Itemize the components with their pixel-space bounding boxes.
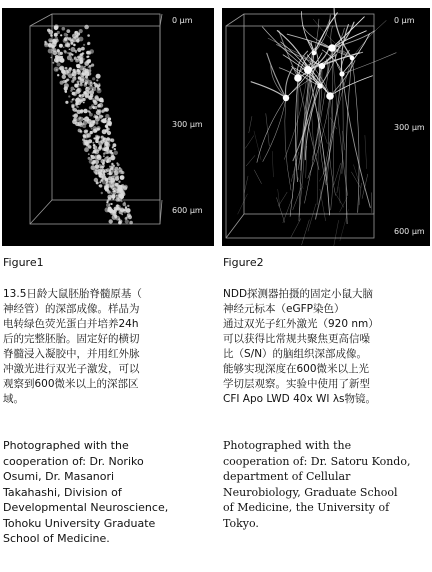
- cell-mark: [53, 40, 58, 45]
- cell-mark: [93, 101, 97, 105]
- cell-mark: [78, 76, 82, 80]
- cell-mark: [121, 214, 123, 216]
- fiber: [337, 161, 343, 193]
- cell-mark: [72, 119, 77, 124]
- cell-mark: [70, 101, 72, 103]
- cell-mark: [77, 106, 79, 108]
- cell-mark: [99, 98, 104, 103]
- dendrite: [341, 25, 348, 74]
- cell-mark: [88, 157, 91, 160]
- cell-mark: [59, 44, 63, 48]
- figure2-image: [222, 8, 430, 246]
- cell-mark: [111, 163, 113, 165]
- cell-mark: [94, 170, 99, 175]
- cell-mark: [114, 167, 118, 171]
- cell-mark: [125, 217, 128, 220]
- cell-mark: [77, 83, 79, 85]
- cell-mark: [89, 106, 92, 109]
- cell-mark: [56, 69, 58, 71]
- cell-mark: [98, 89, 100, 91]
- neuron-soma: [294, 74, 302, 82]
- cell-mark: [82, 98, 85, 101]
- cell-mark: [91, 165, 96, 170]
- cell-mark: [83, 134, 86, 137]
- dendrite: [251, 82, 286, 98]
- cell-mark: [71, 104, 74, 107]
- neuron-soma: [326, 92, 334, 100]
- cell-mark: [121, 201, 123, 203]
- cell-mark: [86, 116, 88, 118]
- cell-mark: [114, 148, 116, 150]
- cell-mark: [111, 150, 113, 152]
- cell-mark: [92, 89, 94, 91]
- fiber: [340, 198, 348, 213]
- cell-mark: [107, 173, 109, 175]
- cell-mark: [96, 79, 98, 81]
- fiber: [320, 189, 326, 221]
- cell-mark: [86, 133, 90, 137]
- fiber: [238, 194, 248, 214]
- fiber: [249, 116, 252, 132]
- cell-mark: [101, 170, 103, 172]
- cell-mark: [92, 142, 94, 144]
- cell-mark: [113, 144, 115, 146]
- scale-label-300: 300 µm: [172, 120, 203, 129]
- cell-mark: [104, 174, 106, 176]
- cell-mark: [48, 49, 53, 54]
- cell-mark: [87, 42, 90, 45]
- cell-mark: [85, 78, 89, 82]
- cell-mark: [69, 49, 71, 51]
- neuron-soma: [283, 95, 289, 101]
- cell-mark: [105, 129, 108, 132]
- cell-mark: [99, 184, 102, 187]
- cell-mark: [87, 56, 89, 58]
- cell-mark: [112, 198, 114, 200]
- cell-mark: [67, 37, 69, 39]
- cell-mark: [80, 99, 82, 101]
- cell-mark: [78, 116, 81, 119]
- scale-label-0: 0 µm: [172, 16, 193, 25]
- cell-mark: [95, 129, 98, 132]
- cell-mark: [67, 52, 69, 54]
- axon: [346, 58, 352, 224]
- cell-mark: [89, 69, 92, 72]
- fiber: [354, 165, 360, 183]
- cell-mark: [71, 42, 74, 45]
- cell-mark: [67, 69, 71, 73]
- cell-mark: [65, 101, 68, 104]
- cell-mark: [129, 221, 133, 225]
- cell-mark: [77, 48, 81, 52]
- cell-mark: [92, 152, 94, 154]
- cell-mark: [64, 90, 67, 93]
- cell-mark: [76, 100, 78, 102]
- cell-mark: [72, 74, 74, 76]
- cell-mark: [80, 61, 82, 63]
- cell-mark: [65, 80, 67, 82]
- cell-mark: [97, 109, 99, 111]
- cell-mark: [126, 208, 131, 213]
- cell-mark: [75, 52, 77, 54]
- cell-mark: [83, 44, 85, 46]
- fiber: [245, 136, 253, 149]
- fiber: [266, 114, 270, 147]
- cell-mark: [123, 186, 127, 190]
- cell-mark: [120, 195, 124, 199]
- cell-mark: [60, 56, 62, 58]
- cell-mark: [97, 136, 100, 139]
- cell-mark: [100, 166, 102, 168]
- neuron-soma: [350, 56, 355, 61]
- cell-mark: [77, 88, 80, 91]
- cell-mark: [103, 153, 105, 155]
- cell-mark: [99, 175, 102, 178]
- figure1-credit: Photographed with the cooperation of: Dr. Noriko Osumi, Dr. Masanori Takahashi, Division of Developmental Neuroscience, Tohoku University Graduate School of Medicine.: [3, 439, 169, 545]
- cell-mark: [105, 188, 109, 192]
- cell-mark: [84, 66, 86, 68]
- cell-mark: [95, 86, 97, 88]
- cell-mark: [90, 94, 94, 98]
- fiber: [278, 192, 287, 206]
- cell-mark: [106, 184, 109, 187]
- cell-mark: [106, 123, 109, 126]
- cell-mark: [72, 69, 75, 72]
- cell-mark: [116, 162, 118, 164]
- cell-mark: [79, 37, 84, 42]
- cell-mark: [68, 95, 70, 97]
- cell-mark: [55, 37, 58, 40]
- cell-mark: [68, 37, 71, 40]
- fiber: [336, 195, 344, 208]
- cell-mark: [106, 201, 108, 203]
- cell-mark: [113, 188, 115, 190]
- cell-mark: [96, 126, 100, 130]
- cell-mark: [84, 140, 89, 145]
- cell-mark: [74, 89, 76, 91]
- fiber: [333, 220, 339, 246]
- cell-mark: [119, 167, 121, 169]
- cell-mark: [67, 55, 72, 60]
- cell-mark: [93, 160, 96, 163]
- cell-mark: [127, 205, 129, 207]
- cell-mark: [101, 136, 104, 139]
- cell-mark: [65, 67, 68, 70]
- neuron-soma: [304, 66, 312, 74]
- cell-mark: [48, 38, 52, 42]
- cell-mark: [72, 99, 74, 101]
- cell-mark: [73, 92, 77, 96]
- cell-mark: [112, 156, 114, 158]
- figure1-image: [2, 8, 214, 246]
- cell-mark: [52, 49, 55, 52]
- cell-mark: [83, 102, 85, 104]
- cell-mark: [70, 90, 72, 92]
- cell-mark: [101, 110, 104, 113]
- cell-mark: [88, 153, 90, 155]
- cell-mark: [103, 171, 105, 173]
- fiber: [308, 204, 316, 231]
- neuron-soma: [328, 44, 335, 51]
- cell-mark: [84, 71, 89, 76]
- cell-mark: [82, 123, 84, 125]
- cell-mark: [98, 83, 100, 85]
- cell-mark: [101, 192, 103, 194]
- cell-mark: [89, 65, 92, 68]
- cell-mark: [118, 221, 122, 225]
- neuron-soma: [312, 51, 317, 56]
- figure2-caption: Figure2: [223, 256, 264, 269]
- cell-mark: [94, 178, 98, 182]
- cell-mark: [99, 115, 103, 119]
- cell-mark: [76, 64, 80, 68]
- fiber: [244, 176, 248, 193]
- cell-mark: [111, 152, 113, 154]
- cell-mark: [119, 170, 123, 174]
- cell-mark: [106, 139, 111, 144]
- cell-mark: [109, 219, 113, 223]
- fiber: [334, 163, 341, 185]
- cell-mark: [84, 147, 89, 152]
- cell-mark: [97, 104, 101, 108]
- cell-mark: [77, 56, 80, 59]
- cell-mark: [112, 146, 114, 148]
- cell-mark: [75, 102, 78, 105]
- axon: [330, 96, 334, 210]
- cell-mark: [50, 34, 53, 37]
- cell-mark: [125, 219, 129, 223]
- scale-label-0: 0 µm: [394, 16, 415, 25]
- cell-mark: [85, 87, 90, 92]
- cell-mark: [120, 176, 124, 180]
- cell-mark: [84, 130, 88, 134]
- cell-mark: [103, 155, 105, 157]
- scale-label-600: 600 µm: [172, 206, 203, 215]
- fiber: [254, 131, 261, 160]
- cell-mark: [77, 97, 79, 99]
- axon: [257, 98, 286, 162]
- axon: [263, 98, 286, 162]
- cell-mark: [88, 59, 91, 62]
- cell-mark: [83, 109, 88, 114]
- cell-mark: [85, 82, 88, 85]
- scale-label-600: 600 µm: [394, 227, 425, 236]
- cell-mark: [80, 73, 84, 77]
- cell-mark: [76, 35, 79, 38]
- cell-mark: [84, 61, 89, 66]
- figure1-description: 13.5日龄大鼠胚胎脊髓原基（ 神经管）的深部成像。样品为 电转绿色荧光蛋白并培养24h 后的完整胚胎。固定好的横切 脊髓浸入凝胶中，并用红外脉 冲激光进行双光子激发，可以 观察到600微米以上的深部区 域。: [3, 288, 142, 405]
- cell-mark: [52, 62, 54, 64]
- cell-mark: [112, 190, 114, 192]
- cell-mark: [109, 123, 112, 126]
- fiber: [254, 170, 261, 184]
- cell-mark: [115, 216, 120, 221]
- cell-mark: [110, 195, 112, 197]
- cell-mark: [94, 138, 96, 140]
- cell-mark: [76, 69, 81, 74]
- cell-mark: [89, 68, 91, 70]
- cell-mark: [106, 126, 108, 128]
- cell-mark: [114, 170, 119, 175]
- cell-mark: [107, 181, 109, 183]
- cell-mark: [107, 119, 110, 122]
- cell-mark: [58, 56, 60, 58]
- cell-mark: [80, 83, 83, 86]
- cell-mark: [107, 195, 112, 200]
- cell-mark: [95, 122, 98, 125]
- cell-mark: [66, 43, 70, 47]
- cell-mark: [108, 176, 112, 180]
- cell-mark: [81, 47, 85, 51]
- cell-mark: [101, 120, 103, 122]
- cell-mark: [92, 77, 95, 80]
- cell-mark: [93, 107, 95, 109]
- cell-mark: [57, 63, 61, 67]
- cell-mark: [54, 33, 58, 37]
- cell-mark: [73, 44, 76, 47]
- cell-mark: [82, 52, 84, 54]
- cell-mark: [93, 146, 97, 150]
- cell-mark: [74, 31, 78, 35]
- cell-mark: [51, 45, 55, 49]
- cell-mark: [50, 57, 52, 59]
- fiber: [365, 135, 367, 168]
- fiber: [246, 156, 255, 166]
- figure2-description: NDD探测器拍摄的固定小鼠大脑 神经元标本（eGFP染色） 通过双光子红外激光（920 nm） 可以获得比常规共聚焦更高信噪 比（S/N）的脑组织深部成像。 能够实现深度在600微米以上光 学切层观察。实验中使用了新型 CFI Apo LWD 40x WI λs物镜。: [223, 288, 379, 405]
- cell-mark: [74, 113, 78, 117]
- cell-mark: [87, 34, 90, 37]
- cell-mark: [67, 74, 69, 76]
- cell-mark: [66, 29, 70, 33]
- cell-mark: [64, 50, 67, 53]
- fiber: [371, 193, 372, 213]
- cell-mark: [80, 130, 82, 132]
- cell-mark: [91, 128, 93, 130]
- cell-mark: [88, 110, 90, 112]
- cell-mark: [127, 213, 131, 217]
- cell-mark: [118, 181, 120, 183]
- cell-mark: [108, 172, 111, 175]
- cell-mark: [56, 58, 61, 63]
- cell-mark: [114, 151, 118, 155]
- cell-mark: [79, 94, 82, 97]
- cell-mark: [87, 51, 91, 55]
- cell-mark: [74, 58, 76, 60]
- cell-mark: [69, 52, 72, 55]
- cell-mark: [109, 166, 111, 168]
- cell-mark: [44, 43, 49, 48]
- cell-mark: [63, 47, 65, 49]
- cell-mark: [97, 147, 101, 151]
- cell-mark: [116, 205, 119, 208]
- figure2-credit: Photographed with the cooperation of: Dr. Satoru Kondo, department of Cellular Neurobiology, Graduate School of Medicine, the University of Tokyo.: [223, 439, 411, 530]
- cell-mark: [66, 34, 68, 36]
- fiber: [302, 220, 310, 245]
- figure1-caption: Figure1: [3, 256, 44, 269]
- neuron-soma: [317, 83, 322, 88]
- cell-mark: [48, 30, 53, 35]
- cell-mark: [116, 189, 121, 194]
- fiber: [291, 219, 301, 238]
- cell-mark: [60, 34, 62, 36]
- cell-mark: [72, 108, 75, 111]
- cell-mark: [63, 39, 67, 43]
- cell-mark: [105, 114, 109, 118]
- cell-mark: [60, 52, 63, 55]
- cell-mark: [59, 67, 61, 69]
- cell-mark: [84, 25, 89, 30]
- cell-mark: [111, 203, 113, 205]
- cell-mark: [124, 202, 126, 204]
- axon: [290, 78, 298, 217]
- cell-mark: [103, 108, 107, 112]
- cell-mark: [94, 156, 97, 159]
- fiber: [272, 151, 273, 177]
- cell-mark: [95, 115, 98, 118]
- cell-mark: [104, 147, 109, 152]
- cell-mark: [93, 149, 97, 153]
- fiber: [277, 198, 285, 223]
- cell-mark: [71, 80, 74, 83]
- cell-mark: [62, 75, 66, 79]
- cell-mark: [75, 109, 77, 111]
- cell-mark: [54, 24, 59, 29]
- cell-mark: [87, 118, 90, 121]
- cell-mark: [57, 74, 59, 76]
- cell-mark: [117, 175, 119, 177]
- cell-mark: [110, 212, 113, 215]
- cell-mark: [96, 74, 101, 79]
- cell-mark: [110, 183, 115, 188]
- cell-mark: [100, 139, 104, 143]
- cell-mark: [92, 122, 95, 125]
- neuron-soma: [319, 63, 325, 69]
- cell-mark: [83, 91, 87, 95]
- cell-mark: [109, 157, 111, 159]
- cell-mark: [99, 181, 101, 183]
- cell-mark: [62, 27, 66, 31]
- cell-mark: [104, 185, 106, 187]
- scale-label-300: 300 µm: [394, 123, 425, 132]
- cell-mark: [90, 82, 93, 85]
- dendrite: [330, 76, 373, 96]
- cell-mark: [104, 157, 109, 162]
- cell-mark: [79, 29, 83, 33]
- cell-mark: [90, 155, 92, 157]
- neuron-soma: [339, 71, 344, 76]
